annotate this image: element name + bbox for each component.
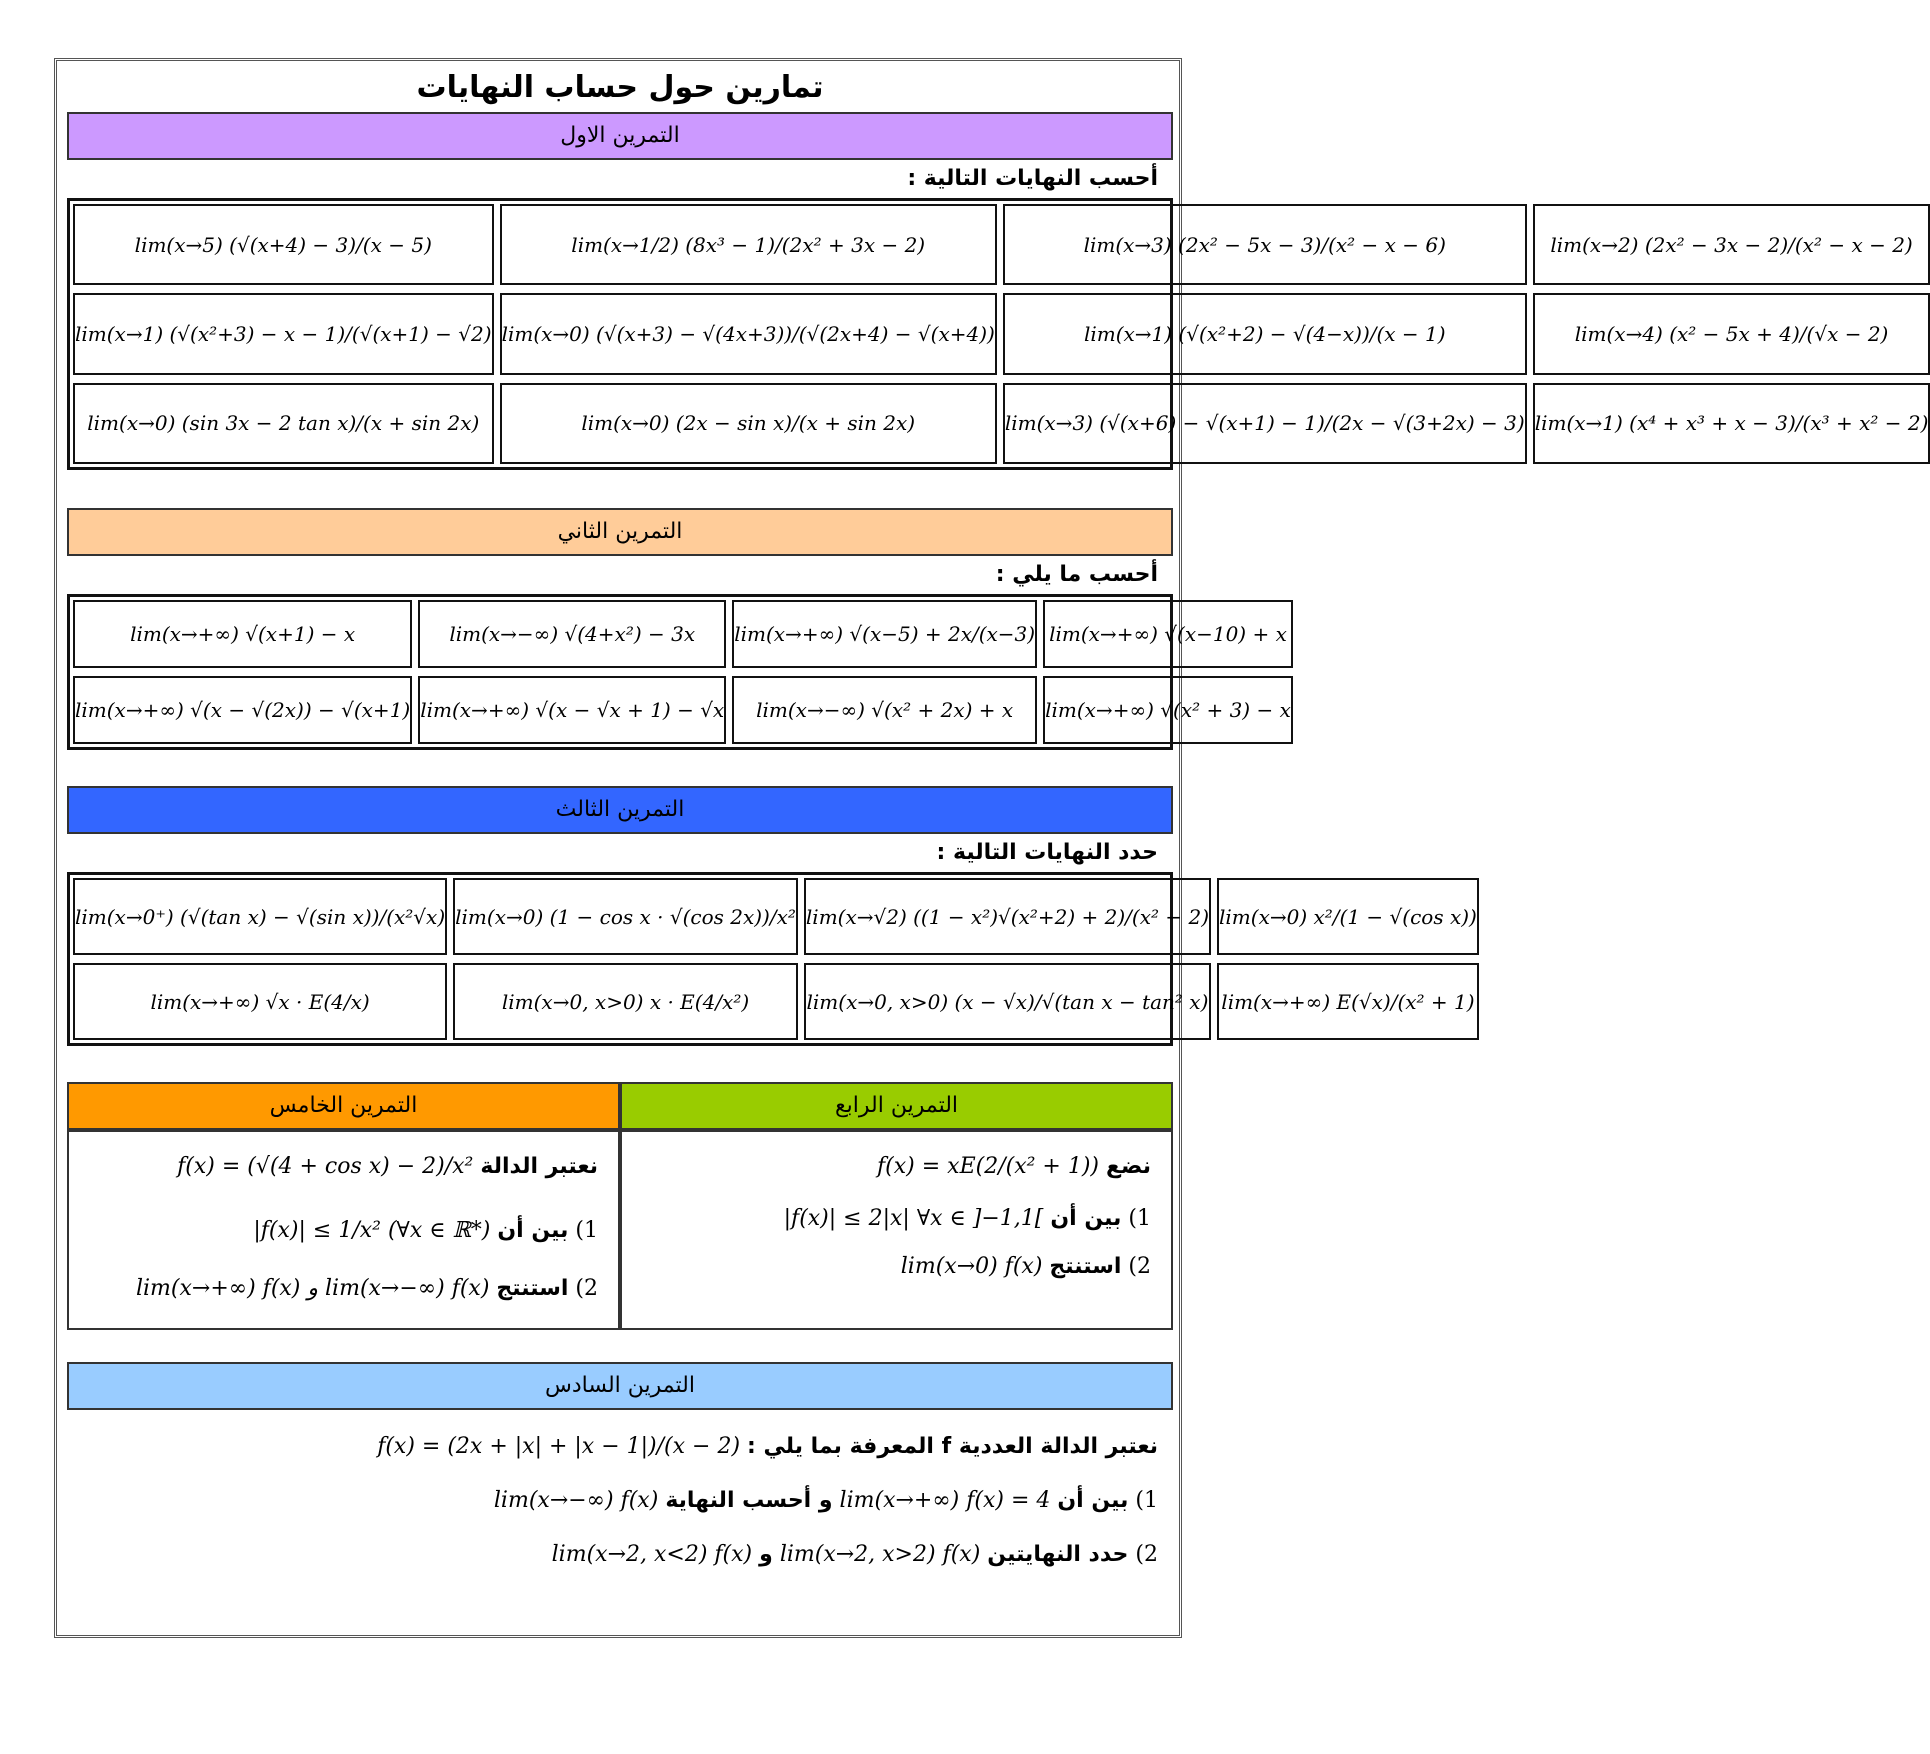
limit-cell: lim(x→0, x>0) x · E(4/x²) bbox=[453, 963, 798, 1040]
exercise-3-header: التمرين الثالث bbox=[67, 786, 1173, 834]
exercise-3-grid bbox=[67, 872, 1477, 1046]
function-definition: f(x) = (2x + |x| + |x − 1|)/(x − 2) bbox=[377, 1434, 741, 1459]
definition-label: نعتبر الدالة bbox=[480, 1154, 598, 1179]
exercise-4-question-2 bbox=[901, 1254, 1151, 1279]
question-label: بين أن bbox=[497, 1218, 569, 1243]
exercise-2-instruction: أحسب ما يلي : bbox=[995, 562, 1158, 587]
exercise-4-box bbox=[620, 1130, 1173, 1330]
limit-cell: lim(x→1) (x⁴ + x³ + x − 3)/(x³ + x² − 2) bbox=[1533, 383, 1930, 464]
exercise-4-definition bbox=[877, 1154, 1151, 1179]
question-label: بين أن bbox=[1050, 1206, 1122, 1231]
limit-cell: lim(x→1) (√(x²+2) − √(4−x))/(x − 1) bbox=[1003, 293, 1527, 374]
limit-cell: lim(x→+∞) √(x−10) + x bbox=[1043, 600, 1293, 668]
limit-cell: lim(x→−∞) √(x² + 2x) + x bbox=[732, 676, 1037, 744]
question-math: lim(x→+∞) f(x) = 4 bbox=[839, 1488, 1051, 1513]
limit-cell: lim(x→3) (2x² − 5x − 3)/(x² − x − 6) bbox=[1003, 204, 1527, 285]
question-label: بين أن bbox=[1057, 1488, 1129, 1513]
exercise-3-instruction: حدد النهايات التالية : bbox=[936, 840, 1158, 865]
question-number: 1) bbox=[575, 1218, 598, 1243]
limit-cell: lim(x→0) (√(x+3) − √(4x+3))/(√(2x+4) − √(x+4)) bbox=[500, 293, 997, 374]
function-definition: f(x) = (√(4 + cos x) − 2)/x² bbox=[177, 1154, 474, 1179]
question-label: حدد النهايتين bbox=[987, 1542, 1129, 1567]
question-number: 2) bbox=[575, 1276, 598, 1301]
exercise-5-question-1 bbox=[253, 1218, 598, 1243]
question-math: |f(x)| ≤ 1/x² (∀x ∈ ℝ*) bbox=[253, 1218, 491, 1243]
exercise-5-definition bbox=[177, 1154, 598, 1179]
limit-cell: lim(x→5) (√(x+4) − 3)/(x − 5) bbox=[73, 204, 494, 285]
exercise-6-definition bbox=[377, 1434, 1158, 1459]
exercise-5-question-2 bbox=[136, 1276, 598, 1301]
exercise-5-header: التمرين الخامس bbox=[67, 1082, 620, 1130]
question-math: lim(x→+∞) f(x) و lim(x→−∞) f(x) bbox=[135, 1276, 490, 1301]
limit-cell: lim(x→0) x²/(1 − √(cos x)) bbox=[1217, 878, 1479, 955]
limit-cell: lim(x→4) (x² − 5x + 4)/(√x − 2) bbox=[1533, 293, 1930, 374]
question-number: 2) bbox=[1135, 1542, 1158, 1567]
limit-cell: lim(x→0⁺) (√(tan x) − √(sin x))/(x²√x) bbox=[73, 878, 447, 955]
limit-cell: lim(x→+∞) √(x+1) − x bbox=[73, 600, 412, 668]
limit-cell: lim(x→1) (√(x²+3) − x − 1)/(√(x+1) − √2) bbox=[73, 293, 494, 374]
limit-cell: lim(x→+∞) √(x² + 3) − x bbox=[1043, 676, 1293, 744]
exercise-1-header: التمرين الاول bbox=[67, 112, 1173, 160]
question-math: |f(x)| ≤ 2|x| ∀x ∈ ]−1,1[ bbox=[783, 1206, 1044, 1231]
definition-label: نضع bbox=[1106, 1154, 1151, 1179]
exercise-1-grid bbox=[67, 198, 1929, 470]
question-connector: و bbox=[759, 1542, 773, 1567]
definition-label: نعتبر الدالة العددية f المعرفة بما يلي : bbox=[747, 1434, 1158, 1459]
limit-cell: lim(x→0) (1 − cos x · √(cos 2x))/x² bbox=[453, 878, 798, 955]
exercise-4-header: التمرين الرابع bbox=[620, 1082, 1173, 1130]
limit-cell: lim(x→3) (√(x+6) − √(x+1) − 1)/(2x − √(3+2x) − 3) bbox=[1003, 383, 1527, 464]
question-number: 1) bbox=[1128, 1206, 1151, 1231]
question-number: 2) bbox=[1128, 1254, 1151, 1279]
exercise-6-question-2 bbox=[552, 1542, 1158, 1567]
limit-cell: lim(x→−∞) √(4+x²) − 3x bbox=[418, 600, 726, 668]
exercise-6-question-1 bbox=[494, 1488, 1158, 1513]
exercise-6-header: التمرين السادس bbox=[67, 1362, 1173, 1410]
limit-cell: lim(x→+∞) √x · E(4/x) bbox=[73, 963, 447, 1040]
function-definition: f(x) = xE(2/(x² + 1)) bbox=[877, 1154, 1100, 1179]
question-connector: و أحسب النهاية bbox=[665, 1488, 833, 1513]
limit-cell: lim(x→0, x>0) (x − √x)/√(tan x − tan² x) bbox=[804, 963, 1211, 1040]
question-number: 1) bbox=[1135, 1488, 1158, 1513]
question-math: lim(x→2, x>2) f(x) bbox=[779, 1542, 981, 1567]
exercise-4-question-1 bbox=[784, 1206, 1151, 1231]
limit-cell: lim(x→2) (2x² − 3x − 2)/(x² − x − 2) bbox=[1533, 204, 1930, 285]
limit-cell: lim(x→+∞) √(x − √(2x)) − √(x+1) bbox=[73, 676, 412, 744]
limit-cell: lim(x→0) (2x − sin x)/(x + sin 2x) bbox=[500, 383, 997, 464]
question-label: استنتج bbox=[1049, 1254, 1122, 1279]
page-title: تمارين حول حساب النهايات bbox=[416, 70, 824, 105]
limit-cell: lim(x→+∞) √(x−5) + 2x/(x−3) bbox=[732, 600, 1037, 668]
limit-cell: lim(x→+∞) √(x − √x + 1) − √x bbox=[418, 676, 726, 744]
question-math-2: lim(x→−∞) f(x) bbox=[493, 1488, 659, 1513]
question-math: lim(x→0) f(x) bbox=[900, 1254, 1043, 1279]
limit-cell: lim(x→√2) ((1 − x²)√(x²+2) + 2)/(x² − 2) bbox=[804, 878, 1211, 955]
question-label: استنتج bbox=[496, 1276, 569, 1301]
limit-cell: lim(x→1/2) (8x³ − 1)/(2x² + 3x − 2) bbox=[500, 204, 997, 285]
limit-cell: lim(x→0) (sin 3x − 2 tan x)/(x + sin 2x) bbox=[73, 383, 494, 464]
exercise-2-grid bbox=[67, 594, 1291, 750]
exercise-2-header: التمرين الثاني bbox=[67, 508, 1173, 556]
question-math-2: lim(x→2, x<2) f(x) bbox=[551, 1542, 753, 1567]
limit-cell: lim(x→+∞) E(√x)/(x² + 1) bbox=[1217, 963, 1479, 1040]
exercise-1-instruction: أحسب النهايات التالية : bbox=[907, 166, 1158, 191]
exercise-5-box bbox=[67, 1130, 620, 1330]
